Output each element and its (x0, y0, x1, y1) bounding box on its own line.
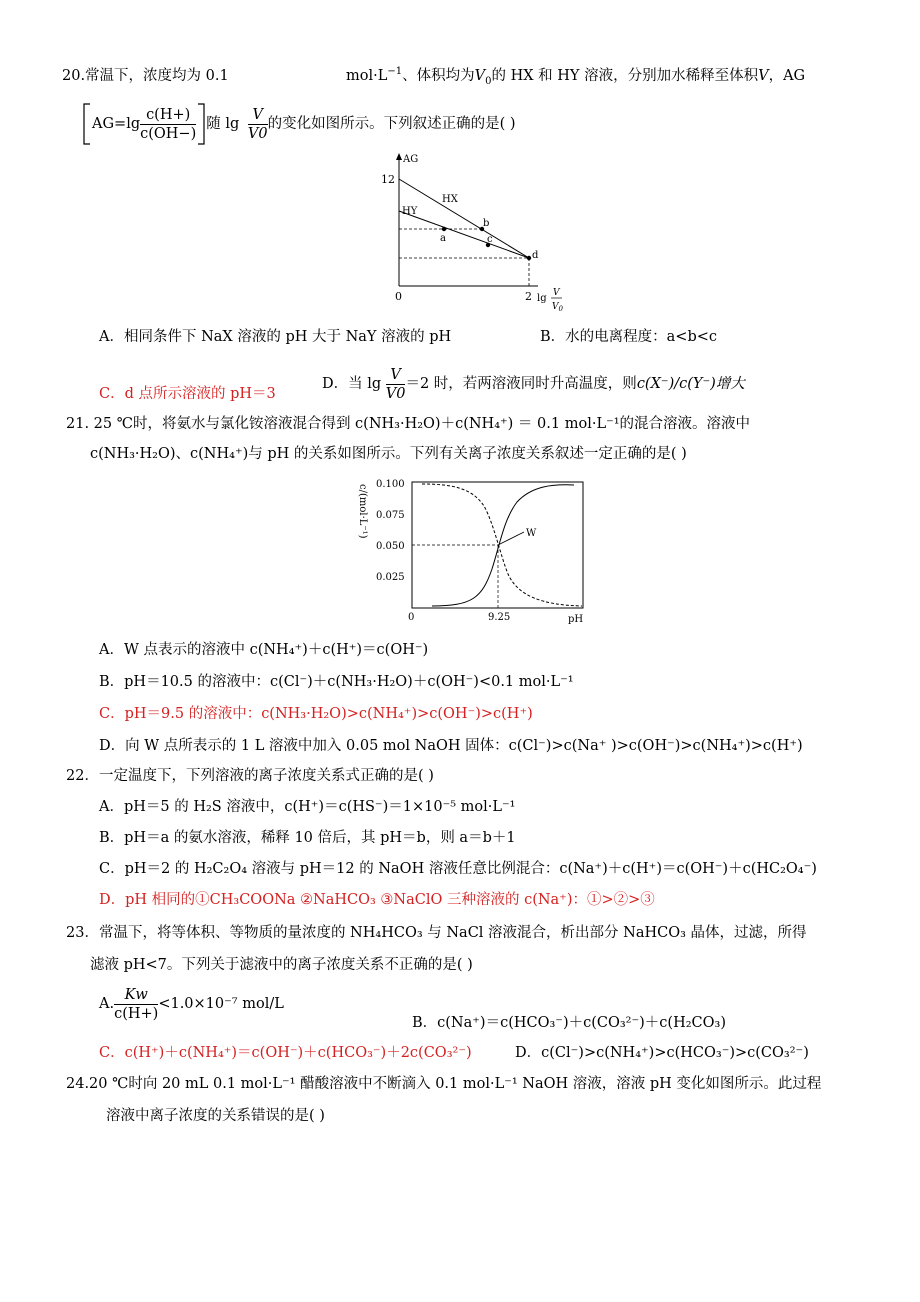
q20-option-d-text: ＝2 时，若两溶液同时升高温度，则 (405, 376, 637, 392)
q20-origin: 0 (395, 290, 402, 303)
q21-xtick-925: 9.25 (488, 612, 511, 623)
q20-sui: 随 lg (206, 116, 240, 132)
q21-option-a: A．W 点表示的溶液中 c(NH₄⁺)＋c(H⁺)＝c(OH⁻) (99, 642, 429, 658)
q21-ytick: 0.025 (376, 572, 405, 583)
q20-stem-part: 20.常温下，浓度均为 0.1 (62, 68, 229, 84)
q21-concentration-chart (352, 474, 592, 630)
q21-ytick: 0.075 (376, 510, 405, 521)
q21-ylabel: c/(mol·L⁻¹) (357, 484, 368, 539)
q21-option-b: B．pH＝10.5 的溶液中：c(Cl⁻)＋c(NH₃·H₂O)＋c(OH⁻)<0.1 mol·L⁻¹ (99, 674, 574, 690)
q20-lg-fraction (248, 106, 268, 143)
q20-stem-part: 的 HX 和 HY 溶液，分别加水稀释至体积 (491, 68, 759, 84)
q20-ag-label: AG=lg (92, 116, 141, 132)
q20-lg-denominator: V0 (247, 125, 268, 142)
q20-option-c: C．d 点所示溶液的 pH＝3 (99, 386, 276, 402)
q23-option-a-label: A. (99, 996, 115, 1012)
right-bracket-icon (196, 102, 206, 146)
q23-stem-line2: 滤液 pH<7。下列关于滤液中的离子浓度关系不正确的是( ) (90, 957, 473, 973)
q20-xlabel: lg (537, 293, 547, 304)
q21-dashed-curve (422, 484, 582, 606)
q21-ytick: 0.100 (376, 479, 405, 490)
q20-label-b: b (483, 218, 490, 229)
q20-v: V (758, 68, 769, 84)
q20-option-d (322, 362, 745, 406)
q20-ag-chart (370, 152, 570, 317)
q24-stem-line1: 24.20 ℃时向 20 mL 0.1 mol·L⁻¹ 醋酸溶液中不断滴入 0.1 mol·L⁻¹ NaOH 溶液，溶液 pH 变化如图所示。此过程 (66, 1076, 822, 1092)
q20-xlabel-num: V (553, 288, 560, 298)
q20-option-b: B．水的电离程度：a<b<c (540, 329, 718, 345)
q21-solid-curve (432, 485, 574, 606)
q23-stem-line1: 23．常温下，将等体积、等物质的量浓度的 NH₄HCO₃ 与 NaCl 溶液混合，析出部分 NaHCO₃ 晶体，过滤，所得 (66, 925, 807, 941)
q20-v0: V (474, 68, 486, 84)
q20-xlabel-den (552, 302, 564, 313)
q20-unit: mol·L (346, 68, 388, 84)
q20-option-d-num: V (386, 366, 406, 385)
q23-kw-fraction (114, 986, 158, 1023)
q20-y-arrow (396, 153, 402, 160)
q23-option-c: C．c(H⁺)＋c(NH₄⁺)＝c(OH⁻)＋c(HCO₃⁻)＋2c(CO₃²⁻) (99, 1045, 472, 1061)
q21-xlabel: pH (568, 614, 584, 625)
q23-option-b: B．c(Na⁺)＝c(HCO₃⁻)＋c(CO₃²⁻)＋c(H₂CO₃) (412, 1015, 726, 1031)
q20-label-c: c (487, 234, 493, 245)
q21-option-d: D．向 W 点所表示的 1 L 溶液中加入 0.05 mol NaOH 固体：c(Cl⁻)>c(Na⁺ )>c(OH⁻)>c(NH₄⁺)>c(H⁺) (99, 738, 803, 754)
q20-option-d-fraction (386, 366, 406, 403)
q21-option-c: C．pH＝9.5 的溶液中：c(NH₃·H₂O)>c(NH₄⁺)>c(OH⁻)>c(H⁺) (99, 706, 533, 722)
left-bracket-icon (82, 102, 92, 146)
q22-stem: 22．一定温度下，下列溶液的离子浓度关系式正确的是( ) (66, 768, 434, 784)
q23-option-a (99, 982, 284, 1026)
q23-kw-num: Kw (114, 986, 158, 1005)
q20-label-a: a (440, 233, 446, 244)
q22-option-b: B．pH＝a 的氨水溶液，稀释 10 倍后，其 pH＝b，则 a＝b＋1 (99, 830, 516, 846)
q20-ag-denominator: c(OH−) (140, 125, 197, 142)
q20-ag-numerator: c(H+) (140, 106, 196, 125)
q22-option-d: D．pH 相同的①CH₃COONa ②NaHCO₃ ③NaClO 三种溶液的 c(Na⁺)：①>②>③ (99, 892, 655, 908)
q20-ag-fraction (140, 106, 196, 143)
q20-stem-line1b (346, 66, 805, 86)
q20-stem-line1 (62, 66, 229, 86)
q20-point-a (442, 227, 446, 231)
q20-label-hx: HX (442, 194, 458, 205)
q20-ag-definition (82, 102, 516, 146)
q21-stem-line2: c(NH₃·H₂O)、c(NH₄⁺)与 pH 的关系如图所示。下列有关离子浓度关系叙述一定正确的是( ) (90, 446, 687, 462)
q23-option-a-text: <1.0×10⁻⁷ mol/L (158, 996, 284, 1012)
q20-option-d-ratio: c(X⁻)/c(Y⁻)增大 (636, 376, 745, 392)
q21-stem-line1: 21. 25 ℃时，将氨水与氯化铵溶液混合得到 c(NH₃·H₂O)＋c(NH₄⁺) ＝ 0.1 mol·L⁻¹的混合溶液。溶液中 (66, 416, 751, 432)
q20-v0-sub: 0 (485, 75, 492, 87)
q20-option-d-den: V0 (385, 385, 406, 402)
q22-option-c: C．pH＝2 的 H₂C₂O₄ 溶液与 pH＝12 的 NaOH 溶液任意比例混合：c(Na⁺)＋c(H⁺)＝c(OH⁻)＋c(HC₂O₄⁻) (99, 861, 817, 877)
q20-stem-part: 、体积均为 (402, 68, 475, 84)
q20-ylabel: AG (403, 154, 419, 165)
q24-stem-line2: 溶液中离子浓度的关系错误的是( ) (106, 1108, 325, 1124)
q23-kw-den: c(H+) (114, 1005, 159, 1022)
q20-unit-sup: −1 (387, 66, 403, 78)
q20-option-d-label: D．当 lg (322, 376, 382, 392)
q20-stem-part: ，AG (768, 68, 806, 84)
q20-label-d: d (532, 250, 539, 261)
q21-ytick: 0.050 (376, 541, 405, 552)
q20-ytick-12: 12 (381, 173, 395, 186)
q20-label-hy: HY (402, 206, 418, 217)
q20-option-a: A．相同条件下 NaX 溶液的 pH 大于 NaY 溶液的 pH (99, 329, 452, 345)
q22-option-a: A．pH＝5 的 H₂S 溶液中，c(H⁺)＝c(HS⁻)＝1×10⁻⁵ mol·L⁻¹ (99, 799, 516, 815)
q20-stem-end: 的变化如图所示。下列叙述正确的是( ) (267, 116, 516, 132)
q21-xtick-0: 0 (408, 612, 415, 623)
q23-option-d: D．c(Cl⁻)>c(NH₄⁺)>c(HCO₃⁻)>c(CO₃²⁻) (515, 1045, 809, 1061)
q20-xtick-2: 2 (525, 290, 532, 303)
q20-lg-numerator: V (248, 106, 268, 125)
q20-xlabel-den-sub: 0 (558, 305, 563, 313)
q20-point-d (527, 256, 531, 260)
q20-xlabel-den-v: V (552, 302, 559, 312)
q21-label-w: W (526, 528, 537, 539)
